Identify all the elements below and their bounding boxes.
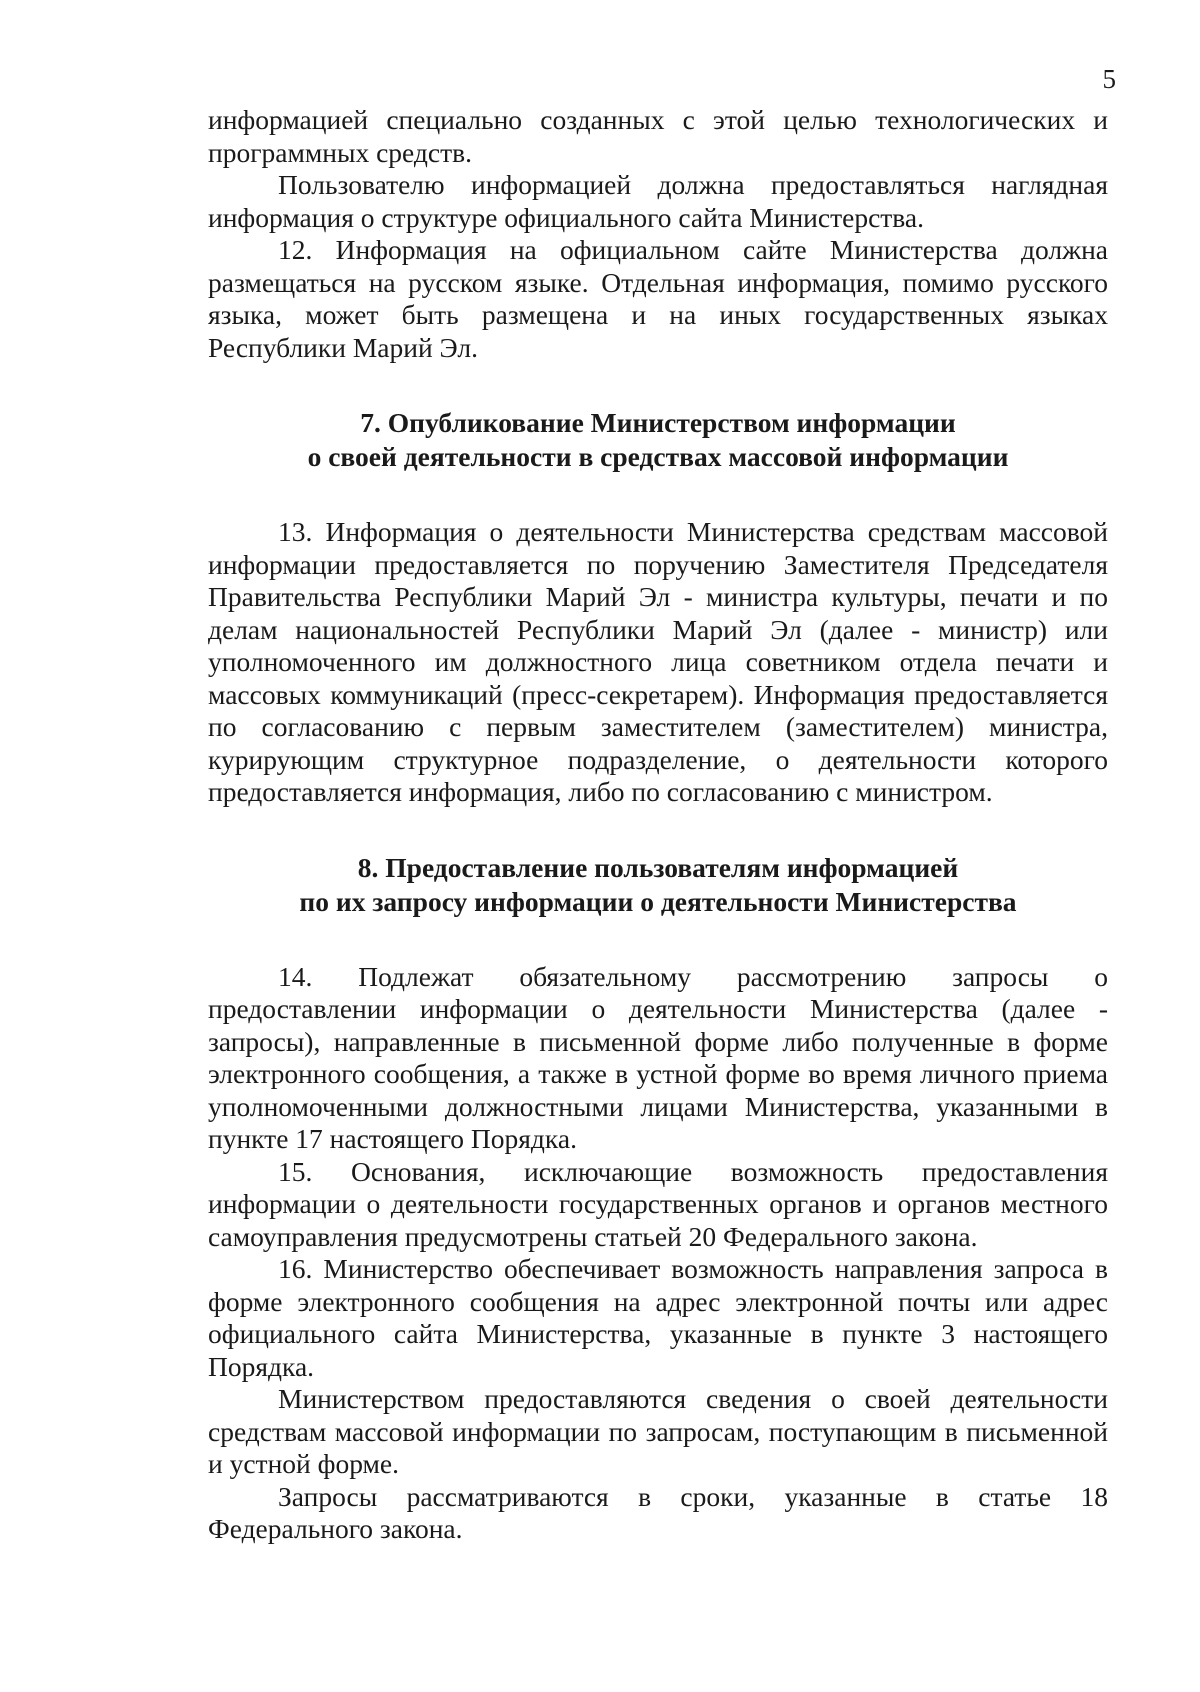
section-8-heading-line-2: по их запросу информации о деятельности Министерства [299, 885, 1017, 917]
paragraph-14: 14. Подлежат обязательному рассмотрению запросы о предоставлении информации о деятельности Министерства (далее - запросы), направленные в письменной форме либо полученные в форме электронного сообщения, а также в устной форме во время личного приема уполномоченными должностными лицами Министерства, указанными в пункте 17 настоящего Порядка. [208, 960, 1108, 1154]
section-8-heading [208, 851, 1108, 919]
paragraph: Министерством предоставляются сведения о своей деятельности средствам массовой информации по запросам, поступающим в письменной и устной форме. [208, 1383, 1108, 1479]
paragraph-16: 16. Министерство обеспечивает возможность направления запроса в форме электронного сообщения на адрес электронной почты или адрес официального сайта Министерства, указанные в пункте 3 настоящего Порядка. [208, 1253, 1108, 1382]
paragraph-15: 15. Основания, исключающие возможность предоставления информации о деятельности государственных органов и органов местного самоуправления предусмотрены статьей 20 Федерального закона. [208, 1155, 1108, 1252]
page-number: 5 [1102, 64, 1116, 94]
section-7-heading-line-1: 7. Опубликование Министерством информации [360, 407, 956, 438]
section-7-heading [208, 406, 1108, 474]
section-7-heading-line-2: о своей деятельности в средствах массовой информации [307, 441, 1009, 472]
paragraph: Пользователю информацией должна предоставляться наглядная информация о структуре официального сайта Министерства. [208, 169, 1108, 233]
document-body [208, 104, 1108, 1546]
section-8-heading-line-1: 8. Предоставление пользователям информацией [357, 851, 959, 883]
paragraph-continuation: информацией специально созданных с этой целью технологических и программных средств. [208, 104, 1108, 168]
paragraph: Запросы рассматриваются в сроки, указанные в статье 18 Федерального закона. [208, 1480, 1108, 1544]
paragraph-12: 12. Информация на официальном сайте Министерства должна размещаться на русском языке. Отдельная информация, помимо русского языка, может быть размещена и на иных государственных языках Республики Марий Эл. [208, 234, 1108, 363]
paragraph-13: 13. Информация о деятельности Министерства средствам массовой информации предоставляется по поручению Заместителя Председателя Правительства Республики Марий Эл - министра культуры, печати и по делам национальностей Республики Марий Эл (далее - министр) или уполномоченного им должностного лица советником отдела печати и массовых коммуникаций (пресс-секретарем). Информация предоставляется по согласованию с первым заместителем (заместителем) министра, курирующим структурное подразделение, о деятельности которого предоставляется информация, либо по согласованию с министром. [208, 516, 1108, 807]
